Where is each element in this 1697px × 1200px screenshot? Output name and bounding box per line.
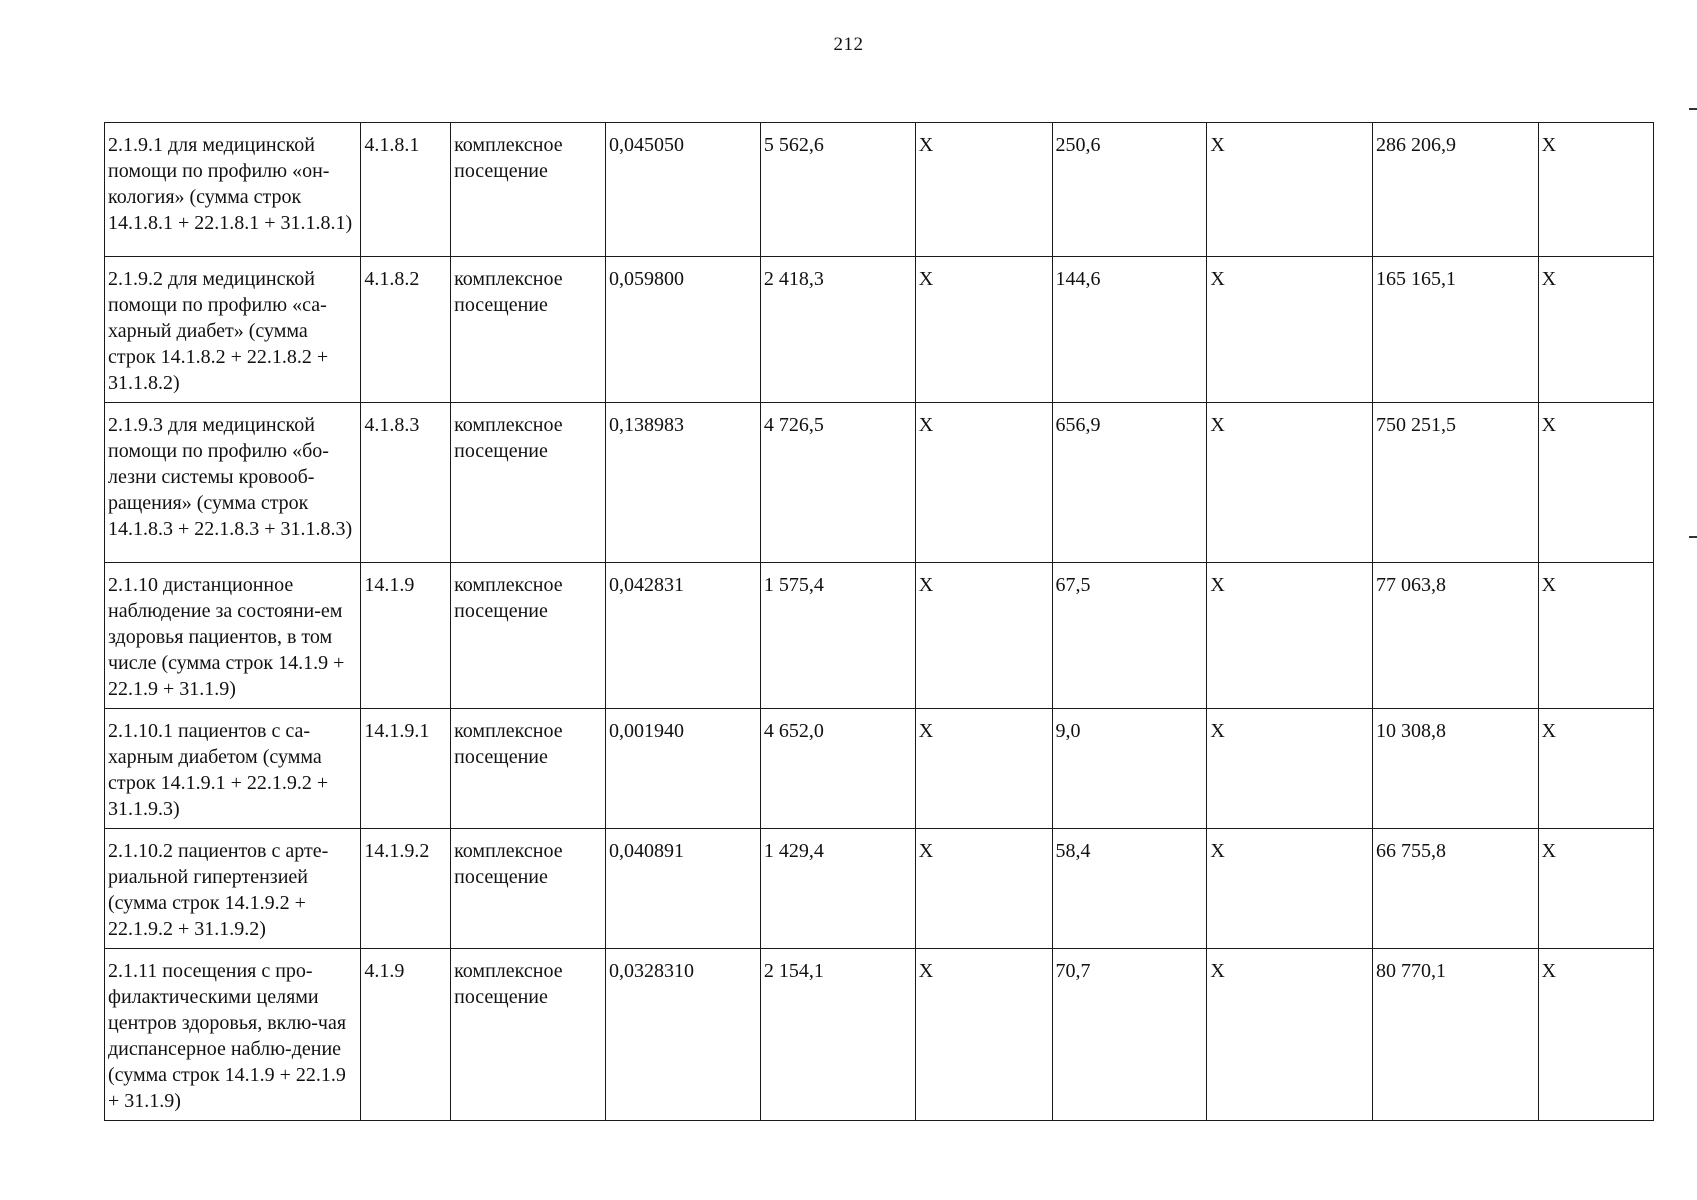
row-cost: 2 154,1 bbox=[760, 949, 915, 1121]
table-row bbox=[105, 563, 1654, 709]
row-line-number: 14.1.9.1 bbox=[361, 709, 451, 829]
row-col7: 58,4 bbox=[1052, 829, 1207, 949]
row-col9: 10 308,8 bbox=[1372, 709, 1538, 829]
row-col7: 250,6 bbox=[1052, 123, 1207, 257]
row-line-number: 4.1.8.3 bbox=[361, 403, 451, 563]
row-col10: X bbox=[1538, 403, 1653, 563]
row-cost: 4 652,0 bbox=[760, 709, 915, 829]
row-col8: X bbox=[1207, 563, 1373, 709]
row-unit: комплексное посещение bbox=[451, 563, 606, 709]
row-col10: X bbox=[1538, 829, 1653, 949]
row-norm: 0,045050 bbox=[606, 123, 761, 257]
row-cost: 4 726,5 bbox=[760, 403, 915, 563]
row-norm: 0,0328310 bbox=[606, 949, 761, 1121]
row-col9: 77 063,8 bbox=[1372, 563, 1538, 709]
row-col10: X bbox=[1538, 563, 1653, 709]
row-col8: X bbox=[1207, 829, 1373, 949]
row-description: 2.1.10 дистанционное наблюдение за состояни-ем здоровья пациентов, в том числе (сумма строк 14.1.9 + 22.1.9 + 31.1.9) bbox=[105, 563, 361, 709]
row-line-number: 4.1.8.1 bbox=[361, 123, 451, 257]
row-description: 2.1.9.2 для медицинской помощи по профилю «са-харный диабет» (сумма строк 14.1.8.2 + 22.1.8.2 + 31.1.8.2) bbox=[105, 257, 361, 403]
row-description: 2.1.9.1 для медицинской помощи по профилю «он-кология» (сумма строк 14.1.8.1 + 22.1.8.1 + 31.1.8.1) bbox=[105, 123, 361, 257]
row-line-number: 4.1.8.2 bbox=[361, 257, 451, 403]
row-unit: комплексное посещение bbox=[451, 709, 606, 829]
table-row bbox=[105, 257, 1654, 403]
data-table bbox=[104, 122, 1654, 1121]
row-description: 2.1.10.2 пациентов с арте-риальной гипертензией (сумма строк 14.1.9.2 + 22.1.9.2 + 31.1.9.2) bbox=[105, 829, 361, 949]
row-description: 2.1.9.3 для медицинской помощи по профилю «бо-лезни системы кровооб-ращения» (сумма строк 14.1.8.3 + 22.1.8.3 + 31.1.8.3) bbox=[105, 403, 361, 563]
row-col7: 9,0 bbox=[1052, 709, 1207, 829]
row-col6: X bbox=[915, 123, 1052, 257]
row-col8: X bbox=[1207, 403, 1373, 563]
row-col9: 66 755,8 bbox=[1372, 829, 1538, 949]
row-col10: X bbox=[1538, 949, 1653, 1121]
row-cost: 2 418,3 bbox=[760, 257, 915, 403]
scan-mark-top bbox=[1689, 108, 1697, 110]
row-col9: 165 165,1 bbox=[1372, 257, 1538, 403]
row-cost: 1 575,4 bbox=[760, 563, 915, 709]
row-col10: X bbox=[1538, 257, 1653, 403]
row-unit: комплексное посещение bbox=[451, 829, 606, 949]
row-col6: X bbox=[915, 829, 1052, 949]
table-row bbox=[105, 123, 1654, 257]
row-col6: X bbox=[915, 949, 1052, 1121]
row-col10: X bbox=[1538, 123, 1653, 257]
row-line-number: 14.1.9 bbox=[361, 563, 451, 709]
table-row bbox=[105, 403, 1654, 563]
row-norm: 0,042831 bbox=[606, 563, 761, 709]
table-body bbox=[105, 123, 1654, 1121]
row-norm: 0,138983 bbox=[606, 403, 761, 563]
row-col8: X bbox=[1207, 257, 1373, 403]
row-line-number: 4.1.9 bbox=[361, 949, 451, 1121]
table-row bbox=[105, 709, 1654, 829]
row-cost: 1 429,4 bbox=[760, 829, 915, 949]
row-unit: комплексное посещение bbox=[451, 123, 606, 257]
page-number: 212 bbox=[833, 34, 864, 55]
row-col6: X bbox=[915, 257, 1052, 403]
row-col7: 70,7 bbox=[1052, 949, 1207, 1121]
row-col10: X bbox=[1538, 709, 1653, 829]
table-row bbox=[105, 949, 1654, 1121]
row-unit: комплексное посещение bbox=[451, 403, 606, 563]
row-unit: комплексное посещение bbox=[451, 949, 606, 1121]
scan-mark-middle bbox=[1689, 536, 1697, 538]
row-col8: X bbox=[1207, 949, 1373, 1121]
row-description: 2.1.11 посещения с про-филактическими целями центров здоровья, вклю-чая диспансерное наблю-дение (сумма строк 14.1.9 + 22.1.9 + 31.1.9) bbox=[105, 949, 361, 1121]
row-col7: 67,5 bbox=[1052, 563, 1207, 709]
table-row bbox=[105, 829, 1654, 949]
row-norm: 0,001940 bbox=[606, 709, 761, 829]
row-col7: 144,6 bbox=[1052, 257, 1207, 403]
row-description: 2.1.10.1 пациентов с са-харным диабетом (сумма строк 14.1.9.1 + 22.1.9.2 + 31.1.9.3) bbox=[105, 709, 361, 829]
row-col7: 656,9 bbox=[1052, 403, 1207, 563]
row-col9: 80 770,1 bbox=[1372, 949, 1538, 1121]
row-col6: X bbox=[915, 563, 1052, 709]
row-col9: 750 251,5 bbox=[1372, 403, 1538, 563]
row-col9: 286 206,9 bbox=[1372, 123, 1538, 257]
row-col6: X bbox=[915, 709, 1052, 829]
row-unit: комплексное посещение bbox=[451, 257, 606, 403]
row-line-number: 14.1.9.2 bbox=[361, 829, 451, 949]
row-col8: X bbox=[1207, 709, 1373, 829]
row-norm: 0,040891 bbox=[606, 829, 761, 949]
row-cost: 5 562,6 bbox=[760, 123, 915, 257]
row-norm: 0,059800 bbox=[606, 257, 761, 403]
row-col6: X bbox=[915, 403, 1052, 563]
row-col8: X bbox=[1207, 123, 1373, 257]
